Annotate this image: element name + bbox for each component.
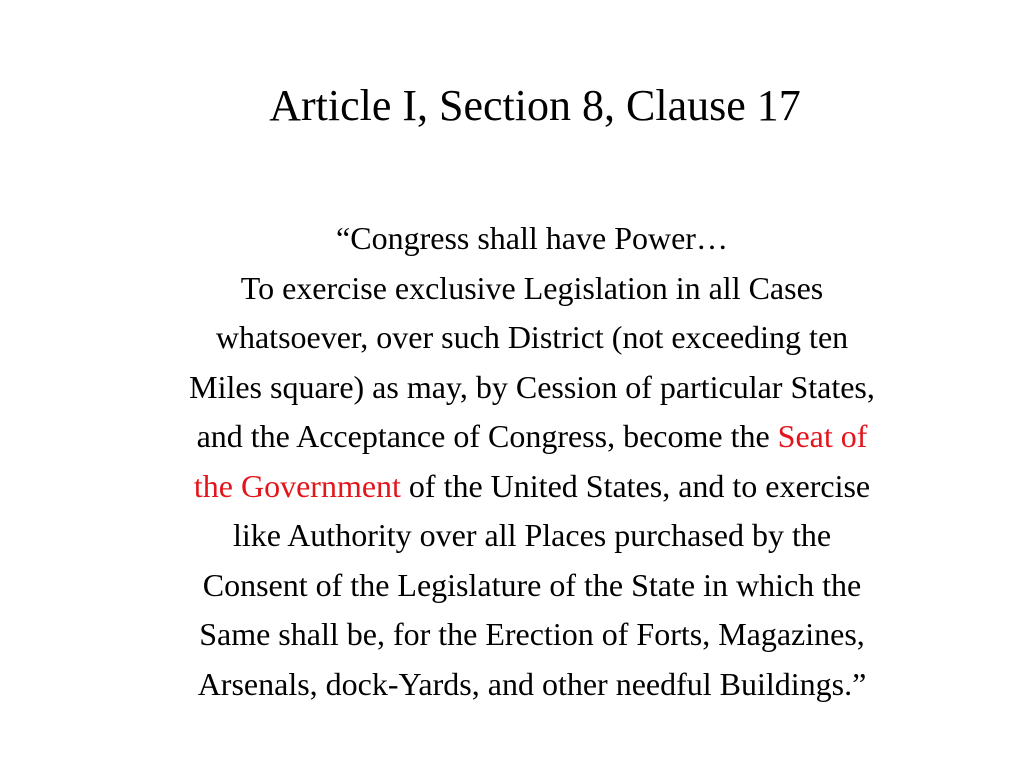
highlight-the-government: the Government bbox=[193, 467, 401, 504]
quote-intro: “Congress shall have Power… bbox=[336, 220, 728, 256]
quote-line: Miles square) as may, by Cession of particular States, bbox=[189, 368, 875, 405]
slide-title: Article I, Section 8, Clause 17 bbox=[269, 81, 801, 130]
quote-text: and the Acceptance of Congress, become the bbox=[196, 418, 778, 454]
quote-line-with-highlight bbox=[60, 412, 1004, 462]
highlight-seat-of: Seat of bbox=[777, 418, 868, 454]
quote-line: like Authority over all Places purchased by the bbox=[232, 517, 832, 553]
quote-text: of the United States, and to exercise bbox=[400, 467, 871, 504]
quote-line: Arsenals, dock-Yards, and other needful Buildings.” bbox=[197, 665, 867, 702]
quote-line: To exercise exclusive Legislation in all Cases bbox=[240, 269, 824, 306]
quote-line-with-highlight bbox=[60, 462, 1004, 512]
quote-line: whatsoever, over such District (not exceeding ten bbox=[215, 319, 849, 355]
quote-line: Same shall be, for the Erection of Forts, Magazines, bbox=[199, 616, 865, 652]
quote-line: Consent of the Legislature of the State in which the bbox=[202, 566, 862, 603]
quote-body bbox=[60, 214, 1004, 709]
